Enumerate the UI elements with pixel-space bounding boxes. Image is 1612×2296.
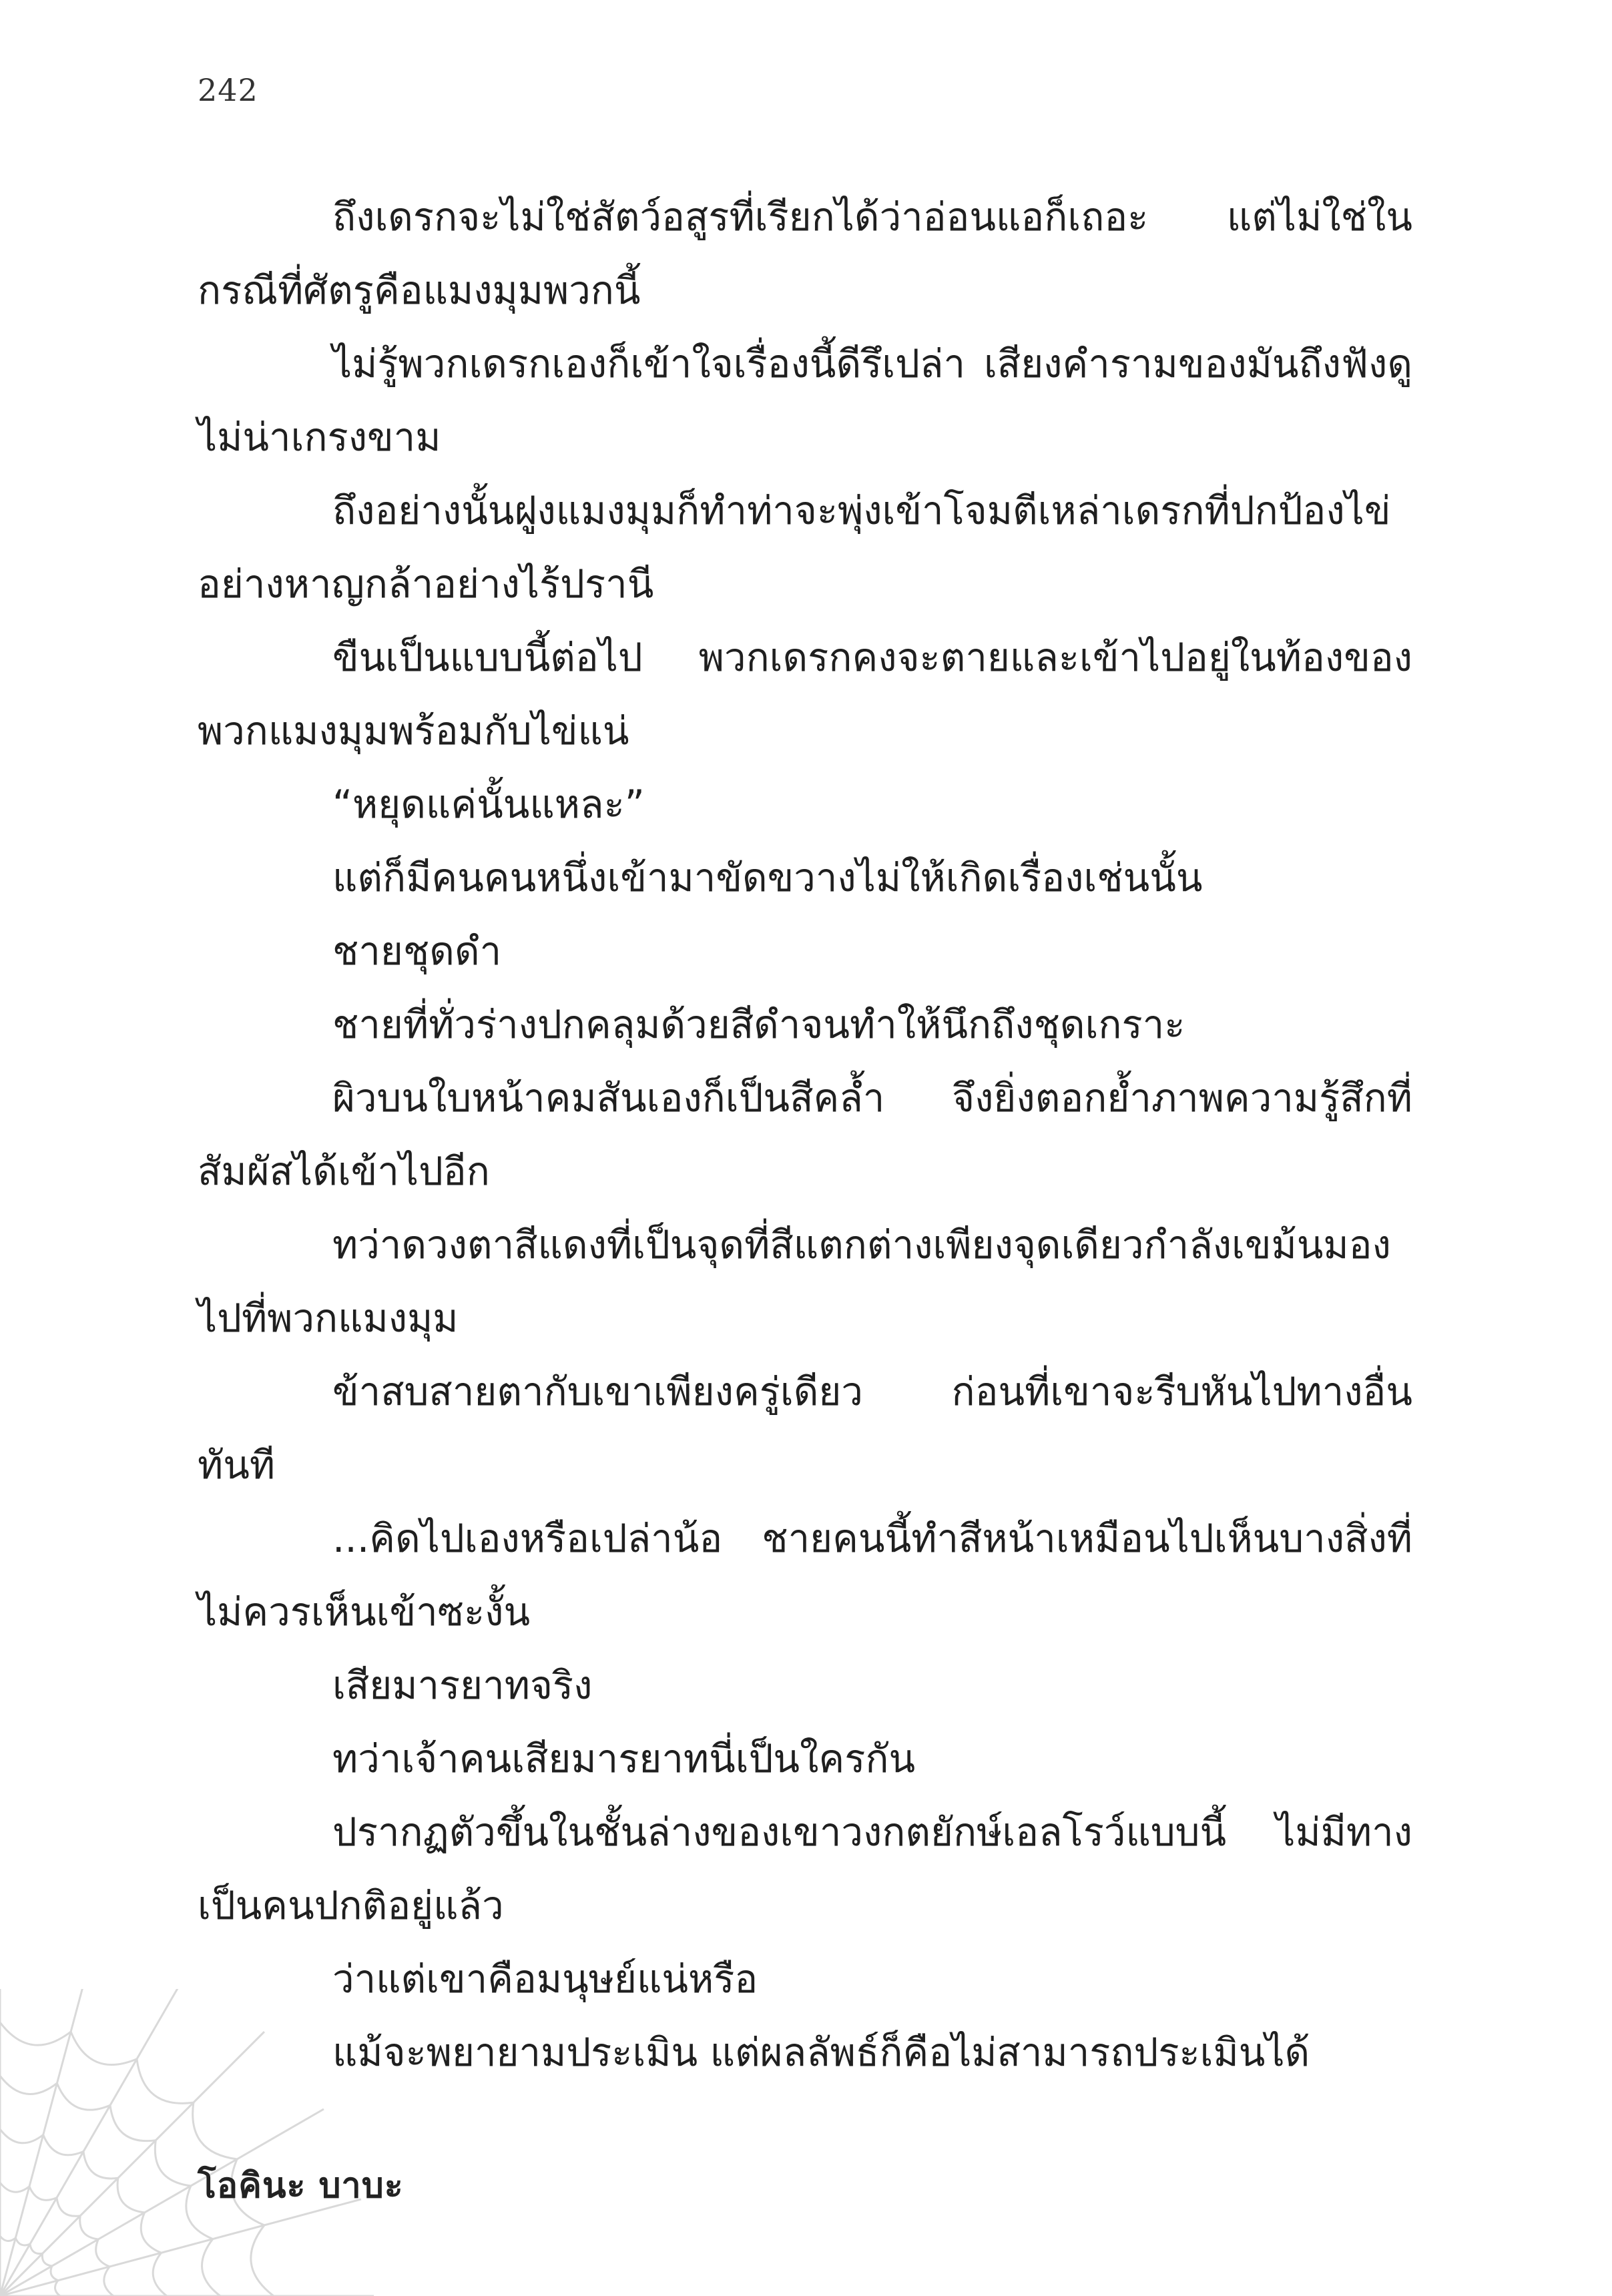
paragraph: ไม่รู้พวกเดรกเองก็เข้าใจเรื่องนี้ดีรึเปล่า เสียงคำรามของมันถึงฟังดูไม่น่าเกรงขาม xyxy=(198,341,1412,460)
paragraph: ...คิดไปเองหรือเปล่าน้อ ชายคนนี้ทำสีหน้าเหมือนไปเห็นบางสิ่งที่ไม่ควรเห็นเข้าซะงั้น xyxy=(198,1516,1412,1635)
paragraph: แต่ก็มีคนคนหนึ่งเข้ามาขัดขวางไม่ให้เกิดเรื่องเช่นนั้น xyxy=(332,855,1203,900)
paragraph: “หยุดแค่นั้นแหละ” xyxy=(332,782,645,827)
paragraph: ปรากฏตัวขึ้นในชั้นล่างของเขาวงกตยักษ์เอลโรว์แบบนี้ ไม่มีทางเป็นคนปกติอยู่แล้ว xyxy=(198,1809,1412,1928)
page-number: 242 xyxy=(198,72,258,108)
paragraph: แม้จะพยายามประเมิน แต่ผลลัพธ์ก็คือไม่สามารถประเมินได้ xyxy=(332,2030,1310,2075)
paragraph: เสียมารยาทจริง xyxy=(332,1663,593,1708)
author-name: โอคินะ บาบะ xyxy=(198,2166,404,2206)
paragraph: ทว่าดวงตาสีแดงที่เป็นจุดที่สีแตกต่างเพียงจุดเดียวกำลังเขม้นมองไปที่พวกแมงมุม xyxy=(198,1222,1391,1341)
spider-web-icon xyxy=(0,1989,374,2296)
paragraph: ขืนเป็นแบบนี้ต่อไป พวกเดรกคงจะตายและเข้าไปอยู่ในท้องของพวกแมงมุมพร้อมกับไข่แน่ xyxy=(198,635,1412,754)
paragraph: ผิวบนใบหน้าคมสันเองก็เป็นสีคล้ำ จึงยิ่งตอกย้ำภาพความรู้สึกที่สัมผัสได้เข้าไปอีก xyxy=(198,1075,1412,1194)
paragraph: ถึงอย่างนั้นฝูงแมงมุมก็ทำท่าจะพุ่งเข้าโจมตีเหล่าเดรกที่ปกป้องไข่อย่างหาญกล้าอย่างไร้ปรานี xyxy=(198,488,1391,607)
paragraph: ถึงเดรกจะไม่ใช่สัตว์อสูรที่เรียกได้ว่าอ่อนแอก็เถอะ แต่ไม่ใช่ในกรณีที่ศัตรูคือแมงมุมพวกนี้ xyxy=(198,194,1412,313)
paragraph: ข้าสบสายตากับเขาเพียงครู่เดียว ก่อนที่เขาจะรีบหันไปทางอื่นทันที xyxy=(198,1369,1412,1488)
paragraph: ว่าแต่เขาคือมนุษย์แน่หรือ xyxy=(332,1956,758,2002)
paragraph: ชายชุดดำ xyxy=(332,928,502,974)
body-text xyxy=(198,180,1412,2089)
paragraph: ทว่าเจ้าคนเสียมารยาทนี่เป็นใครกัน xyxy=(332,1736,916,1781)
paragraph: ชายที่ทั่วร่างปกคลุมด้วยสีดำจนทำให้นึกถึงชุดเกราะ xyxy=(332,1002,1185,1047)
